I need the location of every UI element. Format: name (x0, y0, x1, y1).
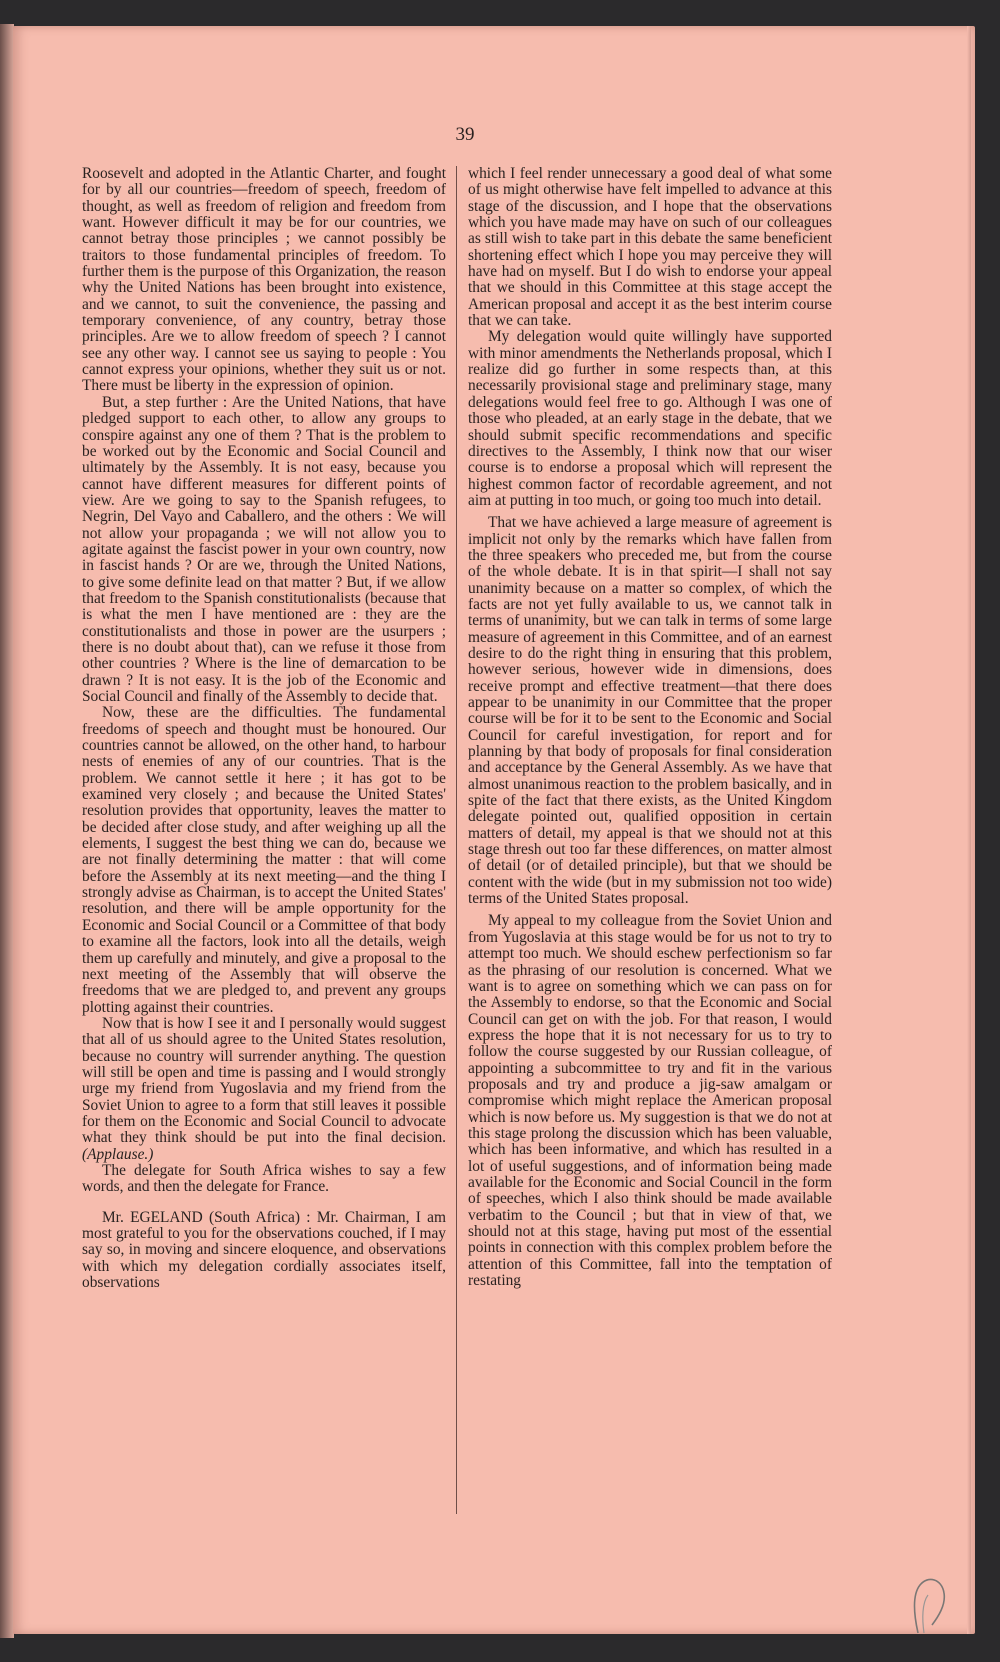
paragraph (82, 1016, 446, 1163)
facing-page-edge (0, 24, 14, 1638)
speaker-paragraph: Mr. EGELAND (South Africa) : Mr. Chairman, I am most grateful to you for the observations couched, if I may say so, in moving and sincere eloquence, and observations with which my delegation cordially associates itself, observations (82, 1208, 446, 1292)
paragraph: Now, these are the difficulties. The fundamental freedoms of speech and thought must be honoured. Our countries cannot be allowed, on the other hand, to harbour nests of enemies of any of our countries. That is the problem. We cannot settle it here ; it has got to be examined very closely ; and because the United States' resolution provides that opportunity, leaves the matter to be decided after close study, and after weighing up all the elements, I suggest the best thing we can do, because we are not finally determining the matter : that will come before the Assembly at its next meeting—and the thing I strongly advise as Chairman, is to accept the United States' resolution, and there will be ample opportunity for the Economic and Social Council or a Committee of that body to examine all the factors, look into all the details, weigh them up carefully and minutely, and give a proposal to the next meeting of the Assembly that will observe the freedoms that we are pledged to, and prevent any groups plotting against their countries. (82, 704, 446, 1016)
paragraph: That we have achieved a large measure of agreement is implicit not only by the remarks which have fallen from the three speakers who preceded me, but from the course of the whole debate. It is in that spirit—I shall not say unanimity because on a matter so complex, of which the facts are not yet fully available to us, we cannot talk in terms of unanimity, but we can talk in terms of some large measure of agreement in this Committee, and of an earnest desire to do the right thing in ensuring that this problem, however serious, however wide in dimensions, does receive prompt and effective treatment—that there does appear to be unanimity in our Committee that the proper course will be for it to be sent to the Economic and Social Council for careful investigation, for report and for planning by that body of proposals for final consideration and acceptance by the General Assembly. As we have that almost unanimous reaction to the problem basically, and in spite of the fact that there exists, as the United Kingdom delegate pointed out, qualified opposition in certain matters of detail, my appeal is that we should not at this stage thresh out too far these differences, on matter almost of detail (or of detailed principle), but that we should be content with the wide (but in my submission not too wide) terms of the United States proposal. (468, 514, 832, 908)
paragraph: My delegation would quite willingly have supported with minor amendments the Netherlands proposal, which I realize did go further in some respects than, at this necessarily provisional stage and preliminary stage, many delegations would feel free to go. Although I was one of those who pleaded, at an early stage in the debate, that we should submit specific recommendations and specific directives to the Assembly, I think now that our wiser course is to endorse a proposal which will represent the highest common factor of recordable agreement, and not aim at putting in too much, or going too much into detail. (468, 328, 832, 509)
page-number: 39 (455, 124, 475, 145)
right-column (468, 166, 832, 1289)
column-divider (456, 166, 457, 1514)
paragraph: The delegate for South Africa wishes to say a few words, and then the delegate for France. (82, 1161, 446, 1196)
left-column (82, 166, 446, 1291)
paper-clip-icon (910, 1545, 970, 1635)
paragraph: My appeal to my colleague from the Soviet Union and from Yugoslavia at this stage would be for us not to try to attempt too much. We should eschew perfectionism so far as the phrasing of our resolution is concerned. What we want is to agree on something which we can pass on for the Assembly to endorse, so that the Economic and Social Council can get on with the job. For that reason, I would express the hope that it is not necessary for us to try to follow the course suggested by our Russian colleague, of appointing a subcommittee to try and fit in the various proposals and try and produce a jig-saw amalgam or compromise which might replace the American proposal which is now before us. My suggestion is that we do not at this stage prolong the discussion which has been valuable, which has been informative, and which has resulted in a lot of useful suggestions, and of information being made available for the Economic and Social Council in the form of speeches, which I also think should be made available verbatim to the Council ; but that in view of that, we should not at this stage, having put most of the essential points in connection with this complex problem before the attention of this Committee, fall into the temptation of restating (468, 912, 832, 1290)
applause-note: (Applause.) (82, 1145, 154, 1163)
paragraph: But, a step further : Are the United Nations, that have pledged support to each other, to allow any groups to conspire against any one of them ? That is the problem to be worked out by the Economic and Social Council and ultimately by the Assembly. It is not easy, because you cannot have different measures for different points of view. Are we going to say to the Spanish refugees, to Negrin, Del Vayo and Caballero, and the others : We will not allow your propaganda ; we will not allow you to agitate against the fascist power in your own country, now in fascist hands ? Or are we, through the United Nations, to give some definite lead on that matter ? But, if we allow that freedom to the Spanish constitutionalists (because that is what the men I have mentioned are : they are the constitutionalists and those in power are the usurpers ; there is no doubt about that), can we refuse it those from other countries ? Where is the line of demarcation to be drawn ? It is not easy. It is the job of the Economic and Social Council and finally of the Assembly to decide that. (82, 393, 446, 705)
paragraph: Roosevelt and adopted in the Atlantic Charter, and fought for by all our countries—freedom of speech, freedom of thought, as well as freedom of religion and freedom from want. However difficult it may be for our countries, we cannot betray those principles ; we cannot possibly be traitors to those fundamental principles of freedom. To further them is the purpose of this Organization, the reason why the United Nations has been brought into existence, and we cannot, to suit the convenience, the passing and temporary convenience, of any country, betray those principles. Are we to allow freedom of speech ? I cannot see any other way. I cannot see us saying to people : You cannot express your opinions, whether they suit us or not. There must be liberty in the expression of opinion. (82, 165, 446, 395)
paragraph-text: Now that is how I see it and I personally would suggest that all of us should agree to the United States resolution, because no country will surrender anything. The question will still be open and time is passing and I would strongly urge my friend from Yugoslavia and my friend from the Soviet Union to agree to a form that still leaves it possible for them on the Economic and Social Council to advocate what they think should be put into the final decision. (82, 1014, 446, 1147)
paragraph: which I feel render unnecessary a good deal of what some of us might otherwise have felt impelled to advance at this stage of the discussion, and I hope that the observations which you have made may have on such of our colleagues as still wish to take part in this debate the same beneficient shortening effect which I hope you may perceive they will have had on myself. But I do wish to endorse your appeal that we should in this Committee at this stage accept the American proposal and accept it as the best interim course that we can take. (468, 165, 832, 330)
